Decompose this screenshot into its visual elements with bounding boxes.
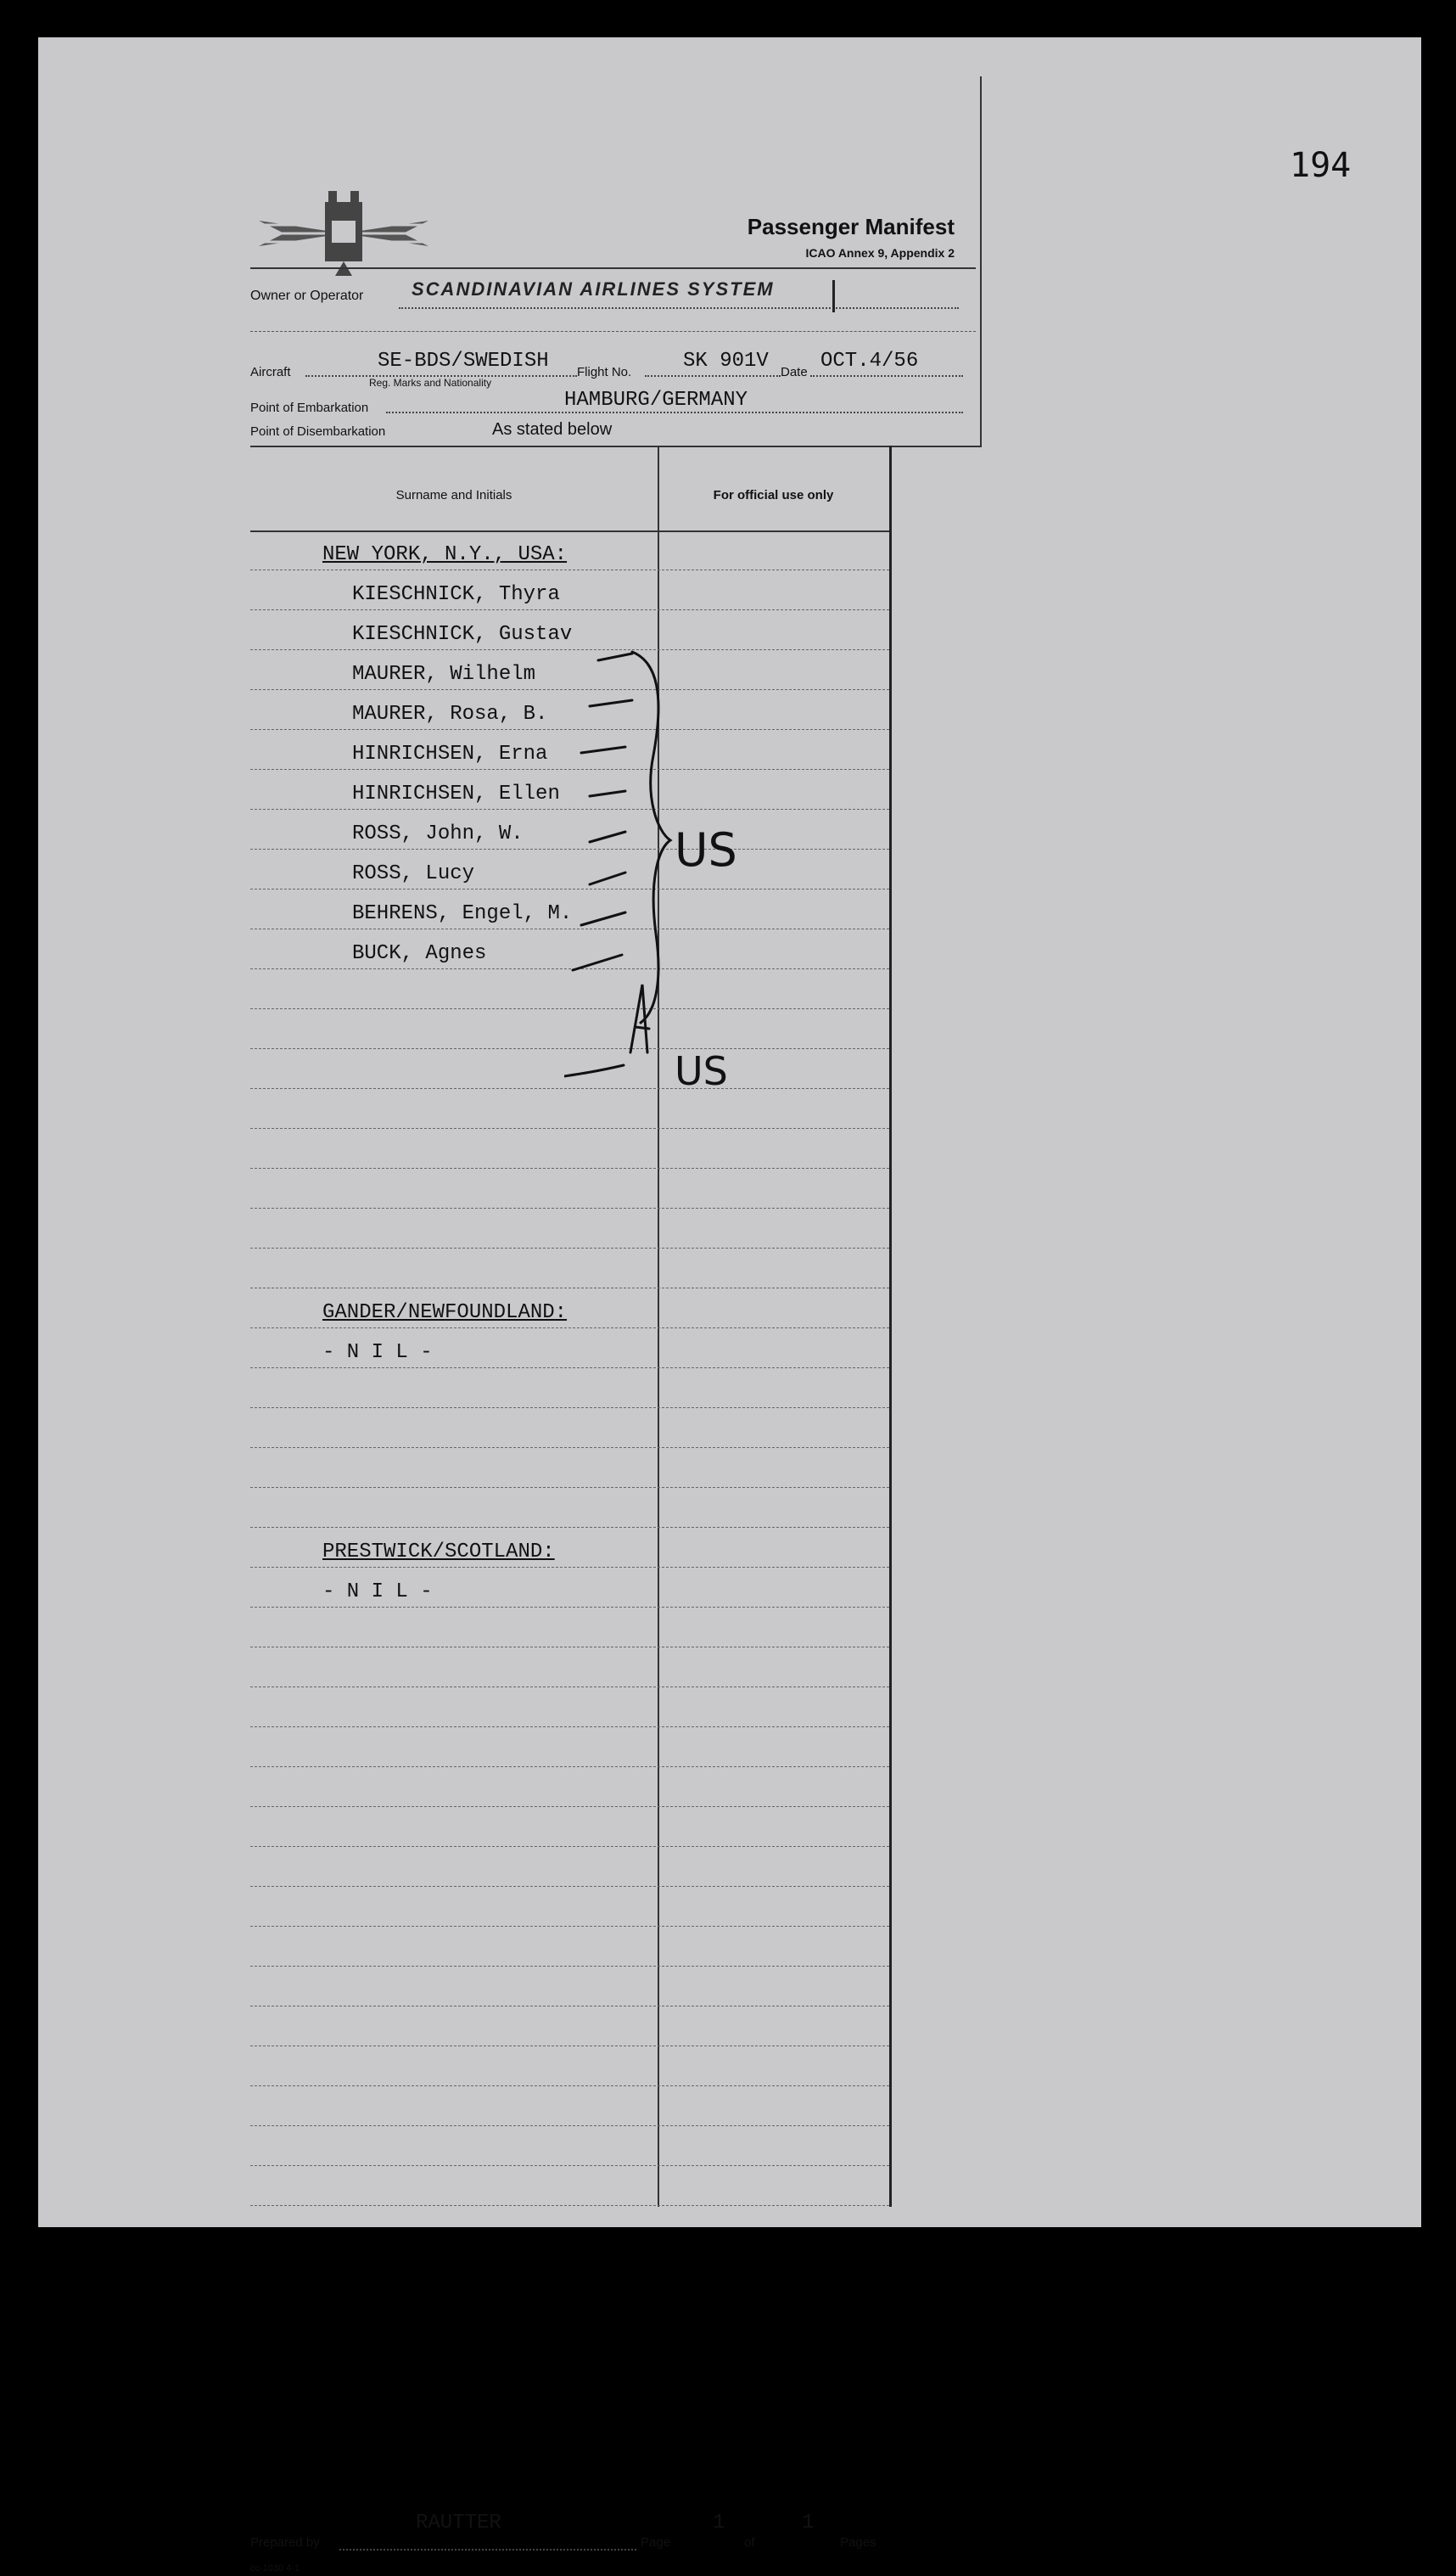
passenger-name-cell: KIESCHNICK, Gustav [352,623,573,646]
table-row [250,610,889,650]
table-row [250,2046,889,2086]
disembarkation-label: Point of Disembarkation [250,424,386,439]
table-row [250,1209,889,1249]
table-row [250,2126,889,2166]
passenger-name-cell: - N I L - [322,1341,433,1364]
table-row [250,1049,889,1089]
table-row [250,1687,889,1727]
table-row [250,770,889,810]
table-row [250,1807,889,1847]
embarkation-line [386,412,963,413]
flight-value: SK 901V [683,350,769,373]
passenger-table [250,446,892,2573]
passenger-name-cell: NEW YORK, N.Y., USA: [322,543,568,566]
table-row [250,1288,889,1328]
table-row [250,1927,889,1967]
table-row [250,1129,889,1169]
disembarkation-value: As stated below [492,420,613,439]
table-row [250,1488,889,1528]
page-number: 194 [1290,146,1352,185]
embarkation-value: HAMBURG/GERMANY [564,389,748,412]
table-row [250,969,889,1009]
table-row [250,1727,889,1767]
form-code: cc-1030 4-1 [250,2563,300,2573]
table-row [250,730,889,770]
column-header-names: Surname and Initials [395,488,512,502]
passenger-name-cell: MAURER, Rosa, B. [352,703,548,726]
aircraft-value: SE-BDS/SWEDISH [378,350,549,373]
owner-rule [250,331,976,332]
table-row [250,1568,889,1608]
page-value: 1 [713,2511,725,2534]
passenger-name-cell: - N I L - [322,1580,433,1603]
date-value: OCT.4/56 [820,350,919,373]
manifest-form [250,76,980,2573]
header-rule [250,267,976,269]
manifest-title: Passenger Manifest [747,214,955,239]
table-row [250,1328,889,1368]
table-row [250,1368,889,1408]
table-row [250,2006,889,2046]
table-row [250,1249,889,1288]
of-label: of [744,2535,755,2550]
passenger-name-cell: ROSS, Lucy [352,862,475,885]
table-row [250,1089,889,1129]
manifest-subtitle: ICAO Annex 9, Appendix 2 [805,246,955,260]
table-row [250,690,889,730]
table-row [250,1608,889,1647]
owner-line [399,307,959,309]
pen-stroke [832,280,835,312]
table-row [250,1967,889,2006]
date-line [810,375,963,377]
table-row [250,1887,889,1927]
table-row [250,810,889,850]
table-row [250,650,889,690]
table-row [250,1408,889,1448]
flight-label: Flight No. [577,365,632,379]
table-row [250,850,889,890]
passenger-name-cell: BEHRENS, Engel, M. [352,902,573,925]
aircraft-label: Aircraft [250,365,291,379]
airline-logo-icon [250,187,437,280]
prepared-by-value: RAUTTER [416,2511,501,2534]
manifest-footer [250,2500,889,2576]
passenger-name-cell: ROSS, John, W. [352,822,524,845]
pages-label: Pages [840,2535,876,2550]
passenger-name-cell: HINRICHSEN, Ellen [352,783,560,805]
table-row [250,530,889,570]
flight-line [645,375,781,377]
prepared-by-label: Prepared by [250,2535,320,2550]
single-us-mark: US [675,1048,728,1086]
passenger-name-cell: GANDER/NEWFOUNDLAND: [322,1301,568,1324]
column-header-official: For official use only [713,488,834,502]
form-header [250,76,982,447]
bracket-us-mark: US [675,823,737,877]
passenger-name-cell: PRESTWICK/SCOTLAND: [322,1541,555,1563]
table-row [250,1009,889,1049]
owner-label: Owner or Operator [250,289,364,303]
table-row [250,929,889,969]
passenger-name-cell: KIESCHNICK, Thyra [352,583,560,606]
page-label: Page [641,2535,671,2550]
table-row [250,2166,889,2206]
table-row [250,1647,889,1687]
table-row [250,570,889,610]
table-row [250,890,889,929]
prepared-by-line [339,2549,636,2551]
date-label: Date [781,365,808,379]
passenger-name-cell: HINRICHSEN, Erna [352,743,548,766]
owner-value: SCANDINAVIAN AIRLINES SYSTEM [412,278,775,300]
table-row [250,2086,889,2126]
passenger-name-cell: MAURER, Wilhelm [352,663,536,686]
table-row [250,1767,889,1807]
table-row [250,1448,889,1488]
table-row [250,1528,889,1568]
of-value: 1 [802,2511,815,2534]
passenger-name-cell: BUCK, Agnes [352,942,487,965]
reg-label: Reg. Marks and Nationality [369,377,492,389]
embarkation-label: Point of Embarkation [250,401,369,415]
table-row [250,1847,889,1887]
table-row [250,1169,889,1209]
passenger-rows [250,530,889,2206]
